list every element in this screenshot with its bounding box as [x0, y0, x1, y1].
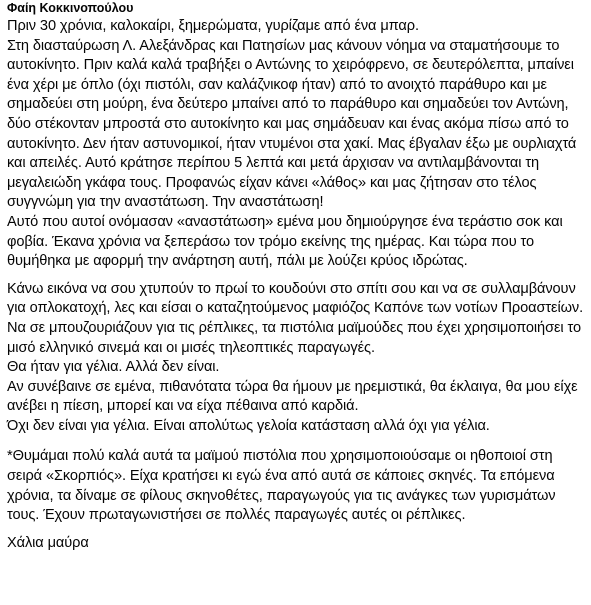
post-paragraph: Θα ήταν για γέλια. Αλλά δεν είναι.	[7, 359, 220, 376]
post-paragraph: Κάνω εικόνα να σου χτυπούν το πρωί το κουδούνι στο σπίτι σου και να σε συλλαμβάνουν για οπλοκατοχή, λες και είσαι ο καταζητούμενος μαφιόζος Καπόνε των νοτίων Προαστείων. Να σε μπουζουριάζουν για τις ρέπλικες, τα πιστόλια μαϊμούδες που έχει χρησιμοποιήσει το μισό ελληνικό σινεμά και οι μισές τηλεοπτικές παραγωγές.	[7, 280, 584, 356]
post-paragraph: Πριν 30 χρόνια, καλοκαίρι, ξημερώματα, γυρίζαμε από ένα μπαρ.	[7, 18, 419, 34]
post-footnote: *Θυμάμαι πολύ καλά αυτά τα μαϊμού πιστόλια που χρησιμοποιούσαμε οι ηθοποιοί στη σειρά «Σκορπιός». Είχα κρατήσει κι εγώ ένα από αυτά σε κάποιες σκηνές. Τα επόμενα χρόνια, τα δίναμε σε φίλους σκηνοθέτες, παραγωγούς για τις ανάγκες των γυρισμάτων τους. Έχουν πρωταγωνιστήσει σε πολλές παραγωγές αυτές οι ρέπλικες.	[7, 448, 556, 524]
post-closing-line: Χάλια μαύρα	[7, 534, 89, 551]
post-paragraph: Αυτό που αυτοί ονόμασαν «αναστάτωση» εμένα μου δημιούργησε ένα τεράστιο σοκ και φοβία. Έκανα χρόνια να ξεπεράσω τον τρόμο εκείνης της ημέρας. Και τώρα που το θυμήθηκα με αφορμή την ανάρτηση αυτή, πάλι με λούζει κρύος ιδρώτας.	[7, 213, 563, 270]
post-paragraph: Στη διασταύρωση Λ. Αλεξάνδρας και Πατησίων μας κάνουν νόημα να σταματήσουμε το αυτοκίνητο. Πριν καλά καλά τραβήξει ο Αντώνης το χειρόφρενο, σε δευτερόλεπτα, μπαίνει ένα χέρι με όπλο (όχι πιστόλι, σαν καλάζνικοφ ήταν) από το ανοιχτό παράθυρο και με σημαδεύει στη μούρη, ένα δεύτερο μπαίνει από το παράθυρο και σημαδεύει τον Αντώνη, δύο στέκονταν μπροστά στο αυτοκίνητο και μας σημάδευαν και ένας ακόμα πίσω από το αυτοκίνητο. Δεν ήταν αστυνομικοί, ήταν ντυμένοι στα χακί. Μας έβγαλαν έξω με ουρλιαχτά και απειλές. Αυτό κράτησε περίπου 5 λεπτά και μετά άρχισαν να αντιλαμβάνονται τη μεγαλειώδη γκάφα τους. Προφανώς είχαν κάνει «λάθος» και μας ζήτησαν στο τέλος συγγνώμη για την αναστάτωση. Την αναστάτωση!	[7, 37, 577, 211]
post-author-name[interactable]: Φαίη Κοκκινοπούλου	[7, 1, 134, 15]
post-body	[7, 17, 585, 553]
post-paragraph: Όχι δεν είναι για γέλια. Είναι απολύτως γελοία κατάσταση αλλά όχι για γέλια.	[7, 417, 490, 434]
post-paragraph: Αν συνέβαινε σε εμένα, πιθανότατα τώρα θα ήμουν με ηρεμιστικά, θα έκλαιγα, θα μου είχε ανέβει η πίεση, μπορεί και να είχα πέθαινα από καρδιά.	[7, 378, 578, 415]
